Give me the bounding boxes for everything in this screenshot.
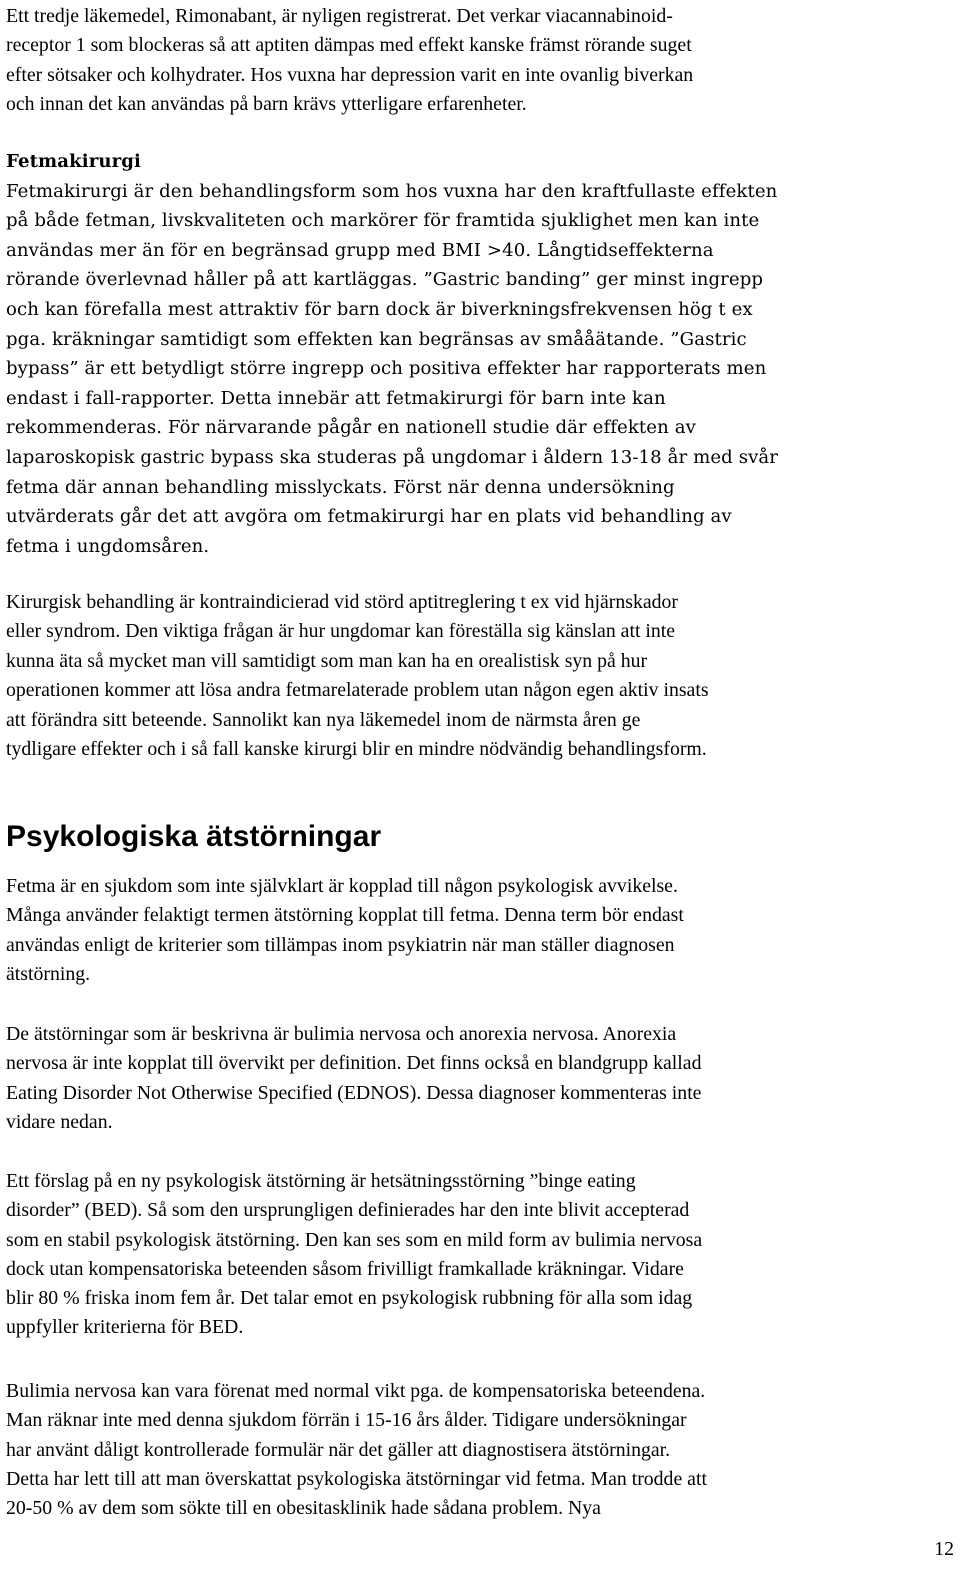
text-line: Eating Disorder Not Otherwise Specified (EDNOS). Dessa diagnoser kommenteras inte [6,1081,702,1104]
paragraph-binge-eating [6,1167,921,1343]
text-line: endast i fall-rapporter. Detta innebär att fetmakirurgi för barn inte kan [6,387,666,409]
text-line: och innan det kan användas på barn krävs ytterligare erfarenheter. [6,93,527,116]
text-line: fetma i ungdomsåren. [6,535,210,557]
text-line: rörande överlevnad håller på att kartläggas. ”Gastric banding” ger minst ingrepp [6,269,764,291]
text-line: bypass” är ett betydligt större ingrepp och positiva effekter har rapporterats men [6,358,767,380]
text-line: och kan förefalla mest attraktiv för barn dock är biverkningsfrekvensen hög t ex [6,298,753,320]
paragraph-atstorningar [6,1020,921,1137]
page-number: 12 [934,1538,954,1560]
paragraph-fetma-sjukdom [6,872,921,989]
text-line: Fetmakirurgi är den behandlingsform som hos vuxna har den kraftfullaste effekten [6,180,778,202]
paragraph-fetmakirurgi [6,147,921,561]
text-line: Många använder felaktigt termen ätstörning kopplat till fetma. Denna term bör endast [6,904,684,927]
text-line: Man räknar inte med denna sjukdom förrän i 15-16 års ålder. Tidigare undersökningar [6,1409,687,1432]
paragraph-bulimia [6,1377,921,1523]
subheading-fetmakirurgi: Fetmakirurgi [6,151,141,172]
text-line: fetma där annan behandling misslyckats. Först när denna undersökning [6,476,675,498]
text-line: De ätstörningar som är beskrivna är bulimia nervosa och anorexia nervosa. Anorexia [6,1023,677,1045]
text-line: operationen kommer att lösa andra fetmarelaterade problem utan någon egen aktiv insats [6,679,709,702]
text-line: blir 80 % friska inom fem år. Det talar emot en psykologisk rubbning för alla som idag [6,1287,693,1310]
text-line: 20-50 % av dem som sökte till en obesitasklinik hade sådana problem. Nya [6,1497,601,1520]
paragraph-kontraindikation [6,588,921,764]
text-line: användas enligt de kriterier som tillämpas inom psykiatrin när man ställer diagnosen [6,933,675,956]
text-line: tydligare effekter och i så fall kanske kirurgi blir en mindre nödvändig behandlingsform. [6,738,707,761]
text-line: disorder” (BED). Så som den ursprungligen definierades har den inte blivit accepterad [6,1199,690,1222]
text-line: ätstörning. [6,962,91,985]
text-line: eller syndrom. Den viktiga frågan är hur ungdomar kan föreställa sig känslan att inte [6,620,676,643]
text-line: pga. kräkningar samtidigt som effekten kan begränsas av smååätande. ”Gastric [6,328,747,350]
text-line: har använt dåligt kontrollerade formulär när det gäller att diagnostisera ätstörningar. [6,1438,671,1461]
paragraph-rimonabant [6,2,921,120]
text-line: på både fetman, livskvaliteten och markörer för framtida sjuklighet men kan inte [6,210,760,232]
text-line: användas mer än för en begränsad grupp med BMI >40. Långtidseffekterna [6,239,714,261]
section-heading: Psykologiska ätstörningar [6,820,382,853]
text-line: nervosa är inte kopplat till övervikt per definition. Det finns också en blandgrupp kallad [6,1052,702,1075]
text-line: att förändra sitt beteende. Sannolikt kan nya läkemedel inom de närmsta åren ge [6,708,641,731]
text-line: utvärderats går det att avgöra om fetmakirurgi har en plats vid behandling av [6,506,732,528]
text-line: som en stabil psykologisk ätstörning. Den kan ses som en mild form av bulimia nervosa [6,1228,703,1251]
text-line: receptor 1 som blockeras så att aptiten dämpas med effekt kanske främst rörande suget [6,34,692,57]
text-line: Kirurgisk behandling är kontraindicierad vid störd aptitreglering t ex vid hjärnskador [6,591,679,613]
text-line: Detta har lett till att man överskattat psykologiska ätstörningar vid fetma. Man trodde att [6,1467,707,1490]
text-line: rekommenderas. För närvarande pågår en nationell studie där effekten av [6,417,696,439]
text-line: dock utan kompensatoriska beteenden såsom frivilligt framkallade kräkningar. Vidare [6,1257,684,1280]
text-line: Fetma är en sjukdom som inte självklart är kopplad till någon psykologisk avvikelse. [6,875,678,897]
text-line: vidare nedan. [6,1110,113,1133]
text-line: Bulimia nervosa kan vara förenat med normal vikt pga. de kompensatoriska beteendena. [6,1380,706,1402]
text-line: kunna äta så mycket man vill samtidigt som man kan ha en orealistisk syn på hur [6,649,648,672]
text-line: laparoskopisk gastric bypass ska studeras på ungdomar i åldern 13-18 år med svår [6,446,779,468]
text-line: uppfyller kriterierna för BED. [6,1316,244,1339]
text-line: Ett förslag på en ny psykologisk ätstörning är hetsätningsstörning ”binge eating [6,1170,636,1192]
text-line: efter sötsaker och kolhydrater. Hos vuxna har depression varit en inte ovanlig biverkan [6,63,694,86]
text-line: Ett tredje läkemedel, Rimonabant, är nyligen registrerat. Det verkar viacannabinoid- [6,5,673,27]
